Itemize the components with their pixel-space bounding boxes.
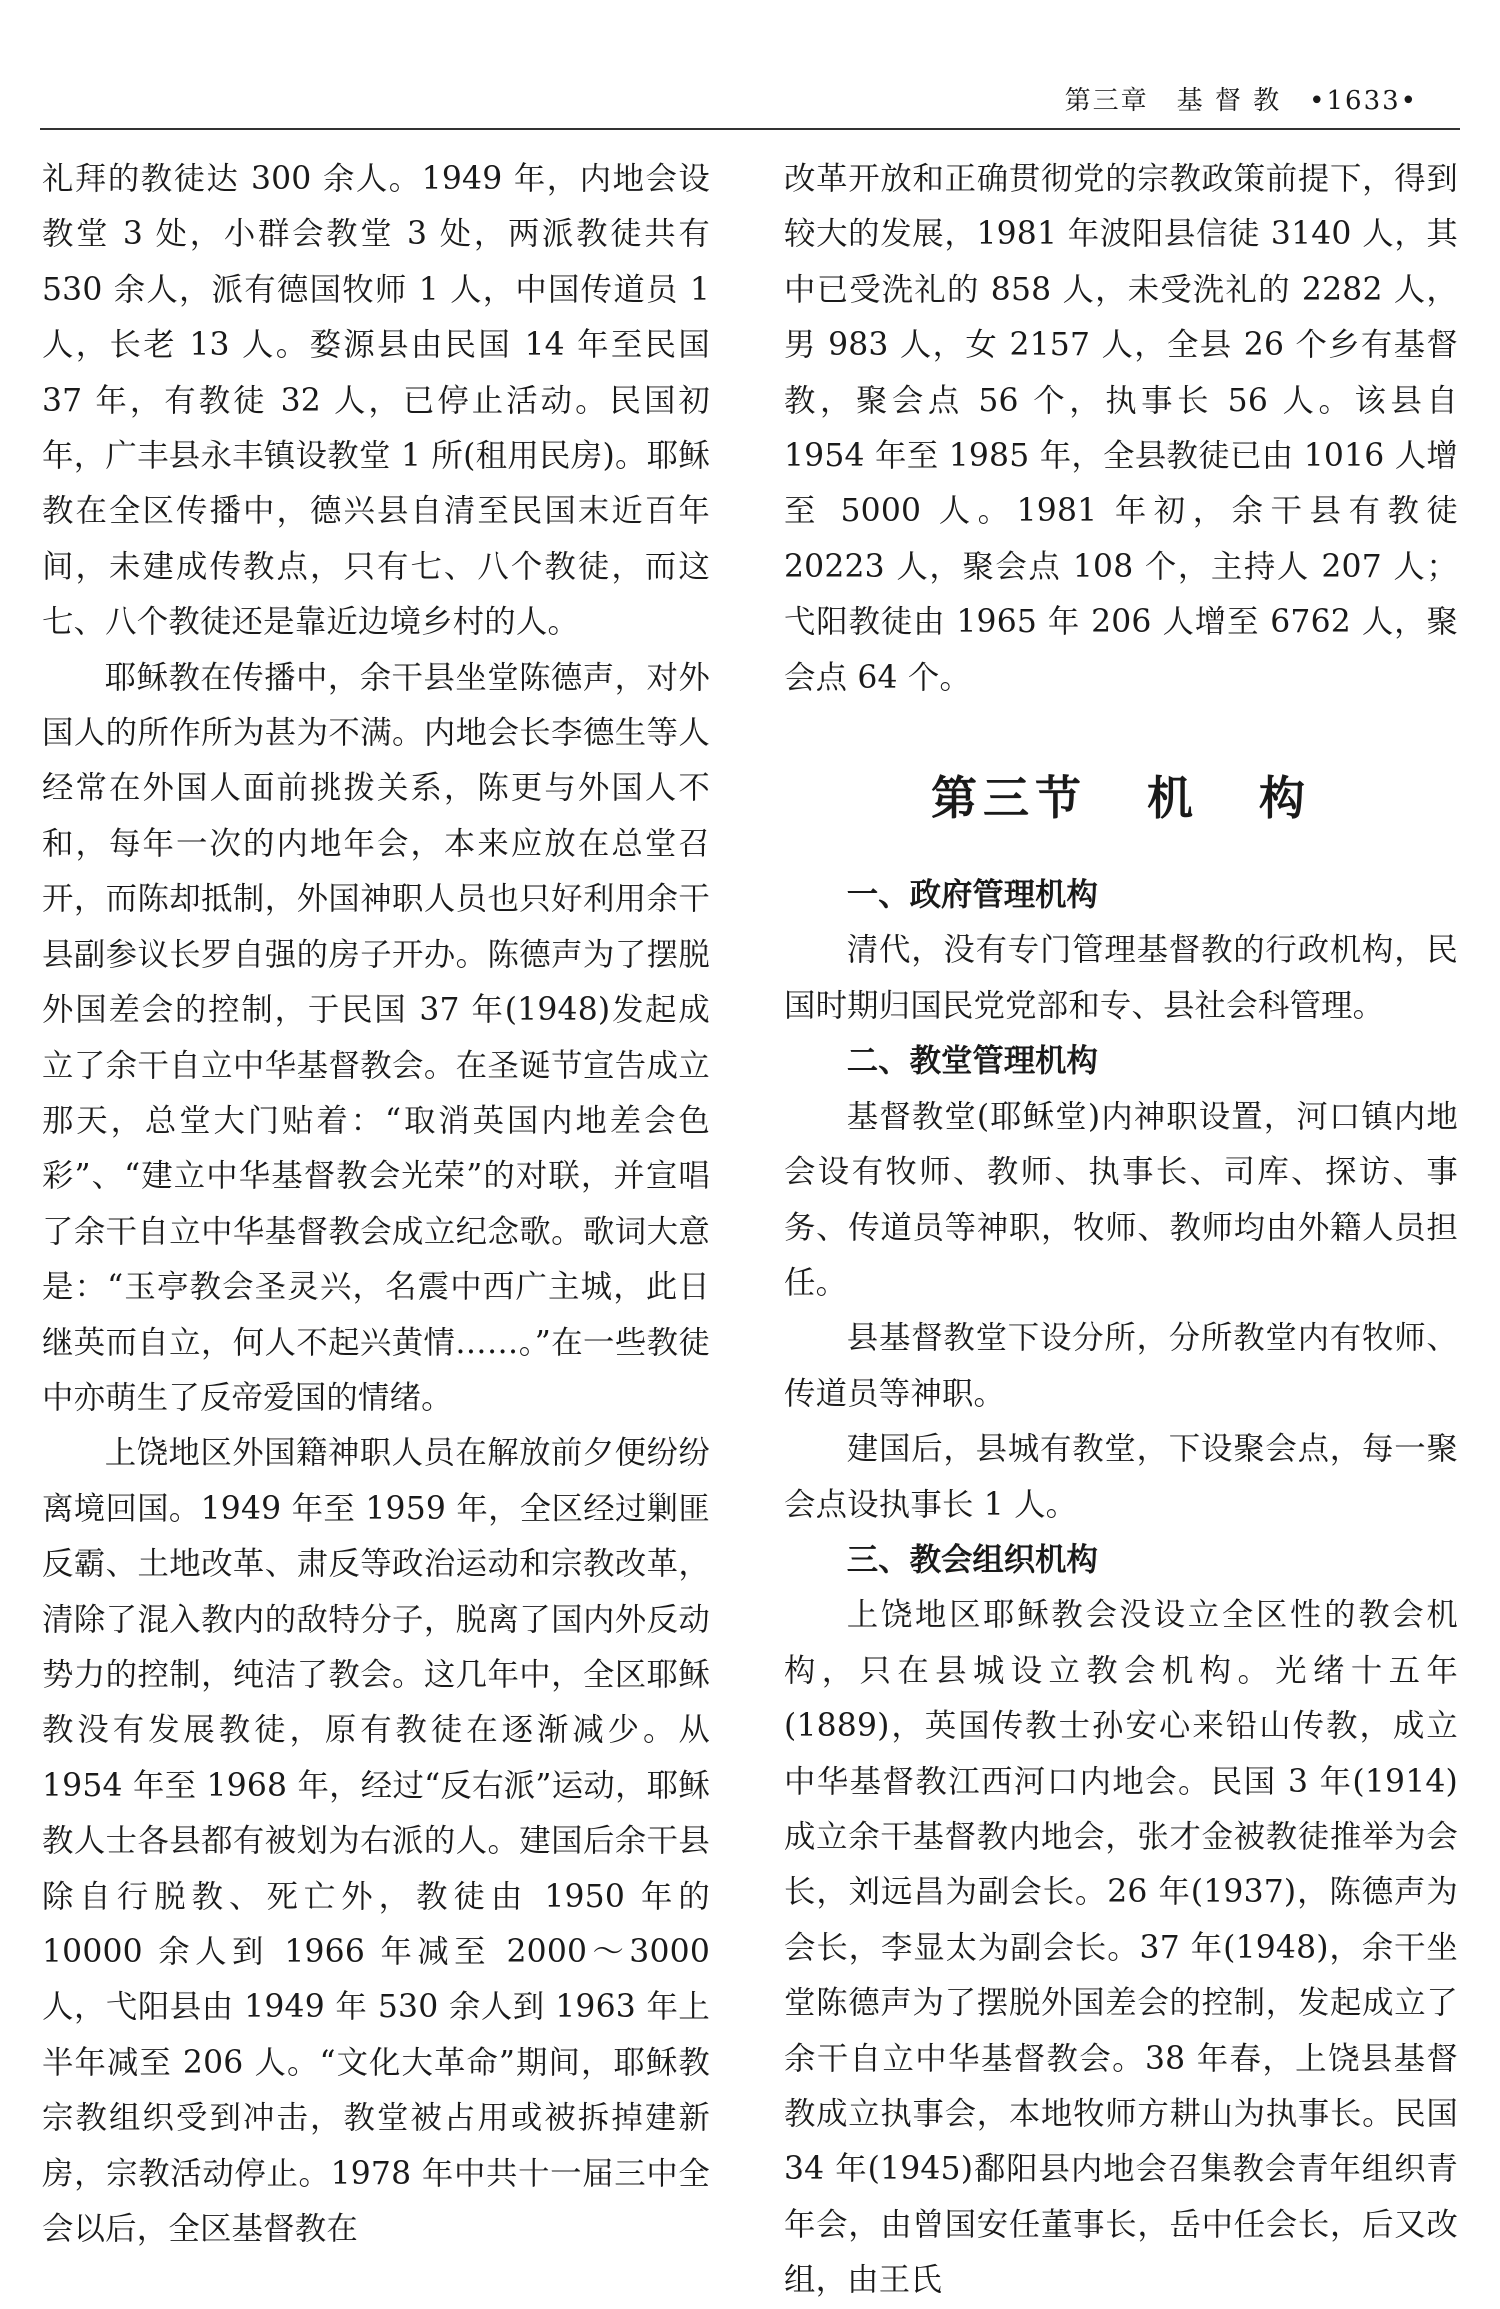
- paragraph-reform-development: 改革开放和正确贯彻党的宗教政策前提下，得到较大的发展，1981 年波阳县信徒 3140 人，其中已受洗礼的 858 人，未受洗礼的 2282 人，男 983 人，女 2157 人，全县 26 个乡有基督教，聚会点 56 个，执事长 56 人。该县自 1954 年至 1985 年，全县教徒已由 1016 人增至 5000 人。1981 年初，余干县有教徒 20223 人，聚会点 108 个，主持人 207 人；弋阳教徒由 1965 年 206 人增至 6762 人，聚会点 64 个。: [784, 161, 1458, 696]
- section-number: 第三节: [931, 771, 1087, 826]
- left-column: [42, 152, 710, 2257]
- paragraph-chen-desheng: 耶稣教在传播中，余干县坐堂陈德声，对外国人的所作所为甚为不满。内地会长李德生等人经常在外国人面前挑拨关系，陈更与外国人不和，每年一次的内地年会，本来应放在总堂召开，而陈却抵制，外国神职人员也只好利用余干县副参议长罗自强的房子开办。陈德声为了摆脱外国差会的控制，于民国 37 年(1948)发起成立了余干自立中华基督教会。在圣诞节宣告成立那天，总堂大门贴着：“取消英国内地差会色彩”、“建立中华基督教会光荣”的对联，并宣唱了余干自立中华基督教会成立纪念歌。歌词大意是：“玉亭教会圣灵兴，名震中西广主城，此日继英而自立，何人不起兴黄情……。”在一些教徒中亦萌生了反帝爱国的情绪。: [42, 659, 710, 1416]
- paragraph-after-founding: 建国后，县城有教堂，下设聚会点，每一聚会点设执事长 1 人。: [784, 1431, 1458, 1523]
- paragraph-church-organization: 上饶地区耶稣教会没设立全区性的教会机构，只在县城设立教会机构。光绪十五年(1889)，英国传教士孙安心来铅山传教，成立中华基督教江西河口内地会。民国 3 年(1914)成立余干基督教内地会，张才金被教徒推举为会长，刘远昌为副会长。26 年(1937)，陈德声为会长，李显太为副会长。37 年(1948)，余干坐堂陈德声为了摆脱外国差会的控制，发起成立了余干自立中华基督教会。38 年春，上饶县基督教成立执事会，本地牧师方耕山为执事长。民国 34 年(1945)鄱阳县内地会召集教会青年组织青年会，由曾国安任董事长，岳中任会长，后又改组，由王氏: [784, 1597, 1458, 2299]
- header-rule: [40, 128, 1460, 130]
- section-title: [784, 762, 1458, 828]
- chapter-title: 基 督 教: [1176, 86, 1282, 116]
- paragraph-church-positions: 基督教堂(耶稣堂)内神职设置，河口镇内地会设有牧师、教师、执事长、司库、探访、事务、传道员等神职，牧师、教师均由外籍人员担任。: [784, 1098, 1458, 1301]
- right-column: [784, 152, 1458, 2309]
- paragraph-government: 清代，没有专门管理基督教的行政机构，民国时期归国民党党部和专、县社会科管理。: [784, 932, 1458, 1024]
- subheading-government: 一、政府管理机构: [846, 877, 1098, 914]
- chapter-label: 第三章: [1064, 86, 1149, 116]
- section-title-char-1: 机: [1147, 771, 1199, 826]
- running-header: [1065, 80, 1418, 117]
- paragraph-post-liberation: 上饶地区外国籍神职人员在解放前夕便纷纷离境回国。1949 年至 1959 年，全区经过剿匪反霸、土地改革、肃反等政治运动和宗教改革，清除了混入教内的敌特分子，脱离了国内外反动势力的控制，纯洁了教会。这几年中，全区耶稣教没有发展教徒，原有教徒在逐渐减少。从 1954 年至 1968 年，经过“反右派”运动，耶稣教人士各县都有被划为右派的人。建国后余干县除自行脱教、死亡外，教徒由 1950 年的 10000 余人到 1966 年减至 2000～3000 人，弋阳县由 1949 年 530 余人到 1963 年上半年减至 206 人。“文化大革命”期间，耶稣教宗教组织受到冲击，教堂被占用或被拆掉建新房，宗教活动停止。1978 年中共十一届三中全会以后，全区基督教在: [42, 1435, 710, 2248]
- paragraph-branch-offices: 县基督教堂下设分所，分所教堂内有牧师、传道员等神职。: [784, 1320, 1458, 1412]
- section-title-char-2: 构: [1259, 771, 1311, 826]
- page-number: •1633•: [1309, 86, 1418, 116]
- subheading-church-organization: 三、教会组织机构: [846, 1541, 1098, 1578]
- subheading-church-management: 二、教堂管理机构: [846, 1043, 1098, 1080]
- paragraph-continued: 礼拜的教徒达 300 余人。1949 年，内地会设教堂 3 处，小群会教堂 3 处，两派教徒共有 530 余人，派有德国牧师 1 人，中国传道员 1 人，长老 13 人。婺源县由民国 14 年至民国 37 年，有教徒 32 人，已停止活动。民国初年，广丰县永丰镇设教堂 1 所(租用民房)。耶稣教在全区传播中，德兴县自清至民国末近百年间，未建成传教点，只有七、八个教徒，而这七、八个教徒还是靠近边境乡村的人。: [42, 161, 710, 641]
